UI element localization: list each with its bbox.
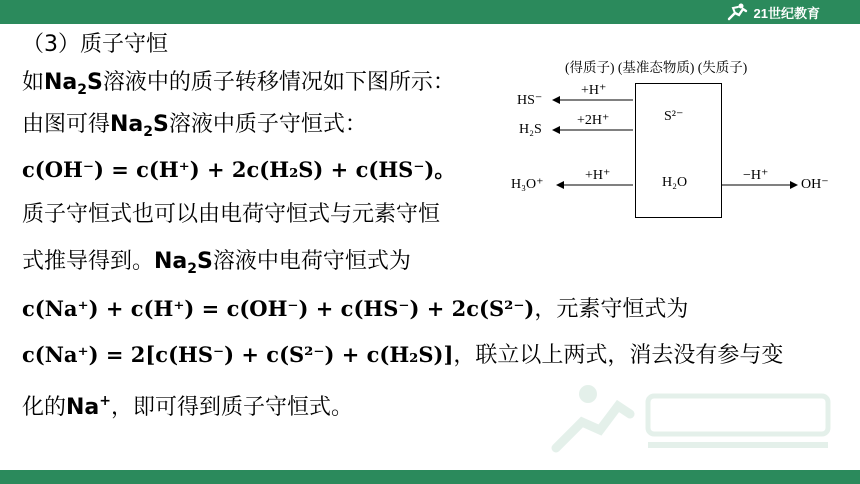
diagram-header: (得质子) (基准态物质) (失质子): [565, 60, 748, 75]
formula-na2s: $Na_2S$: [154, 249, 213, 277]
text-segment: 溶液中质子守恒式：: [168, 112, 367, 137]
text-segment: 化的: [22, 395, 67, 420]
text-segment: ，元素守恒式为: [534, 297, 689, 322]
derive-line: [22, 110, 367, 147]
proton-balance-equation: c(OH⁻) = c(H⁺) + 2c(H₂S) + c(HS⁻)。: [22, 157, 456, 182]
text-segment: 式推导得到。: [22, 249, 155, 274]
product-h2s: H₂S: [519, 122, 542, 137]
formula-na-plus: Na+: [66, 393, 112, 420]
label-plus-2h: +2H⁺: [577, 113, 610, 128]
formula-na2s: $Na_2S$: [110, 112, 169, 140]
product-hs: HS⁻: [517, 93, 543, 108]
product-h3o: H₃O⁺: [511, 177, 544, 192]
text-segment: ，即可得到质子守恒式。: [111, 395, 354, 420]
runner-logo-icon: [726, 3, 748, 21]
top-bar: [0, 0, 860, 24]
text-segment: 由图可得: [22, 112, 111, 137]
text-segment: ，联立以上两式，消去没有参与变: [453, 343, 784, 368]
proton-transfer-diagram: [505, 52, 835, 232]
arrows-layer: [505, 52, 835, 232]
label-minus-h: −H⁺: [743, 168, 769, 183]
explanation-line-1: 质子守恒式也可以由电荷守恒式与元素守恒: [22, 202, 441, 227]
charge-balance-equation: c(Na⁺) + c(H⁺) = c(OH⁻) + c(HS⁻) + 2c(S²⁻): [22, 296, 535, 321]
species-h2o: H₂O: [662, 175, 688, 190]
logo-text: 21世纪教育: [753, 5, 820, 21]
label-plus-h-2: +H⁺: [585, 168, 611, 183]
watermark-logo-icon: [548, 378, 838, 458]
text-segment: 如: [22, 70, 45, 95]
charge-balance-line: [22, 294, 688, 325]
section-heading: （3）质子守恒: [22, 32, 168, 57]
brand-logo: [726, 2, 820, 22]
element-balance-line: [22, 340, 783, 371]
species-s2: S²⁻: [664, 109, 684, 124]
element-balance-equation: c(Na⁺) = 2[c(HS⁻) + c(S²⁻) + c(H₂S)]: [22, 342, 454, 367]
bottom-bar: [0, 470, 860, 484]
text-segment: 溶液中电荷守恒式为: [212, 249, 411, 274]
conclusion-line: [22, 386, 353, 423]
label-plus-h-1: +H⁺: [581, 83, 607, 98]
explanation-line-2: [22, 247, 411, 284]
formula-na2s: $Na_2S$: [44, 70, 103, 98]
product-oh: OH⁻: [801, 177, 829, 192]
text-segment: 溶液中的质子转移情况如下图所示：: [102, 70, 455, 95]
intro-line: [22, 68, 455, 105]
